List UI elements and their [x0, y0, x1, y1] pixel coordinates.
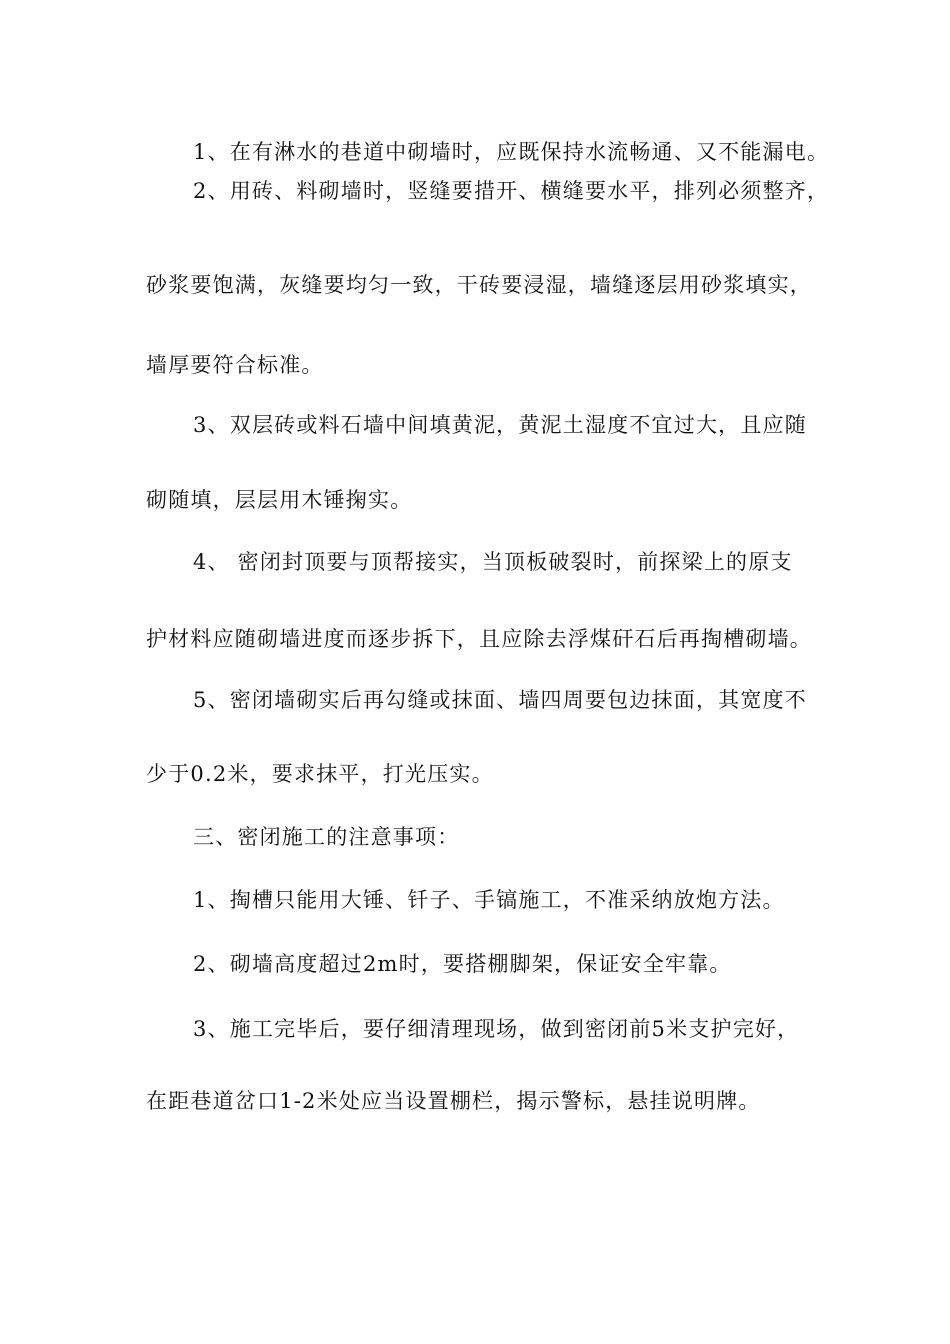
paragraph-line: 护材料应随砌墙进度而逐步拆下，且应除去浮煤矸石后再掏槽砌墙。 — [146, 627, 812, 651]
paragraph-line: 2、用砖、料砌墙时，竖缝要措开、横缝要水平，排列必须整齐， — [193, 179, 830, 203]
paragraph-line: 2、砌墙高度超过2m时，要搭棚脚架，保证安全牢靠。 — [193, 952, 732, 976]
paragraph-line: 砂浆要饱满，灰缝要均匀一致，干砖要浸湿，墙缝逐层用砂浆填实， — [146, 273, 812, 297]
paragraph-line: 少于0.2米，要求抹平，打光压实。 — [146, 762, 494, 786]
paragraph-line: 墙厚要符合标准。 — [146, 353, 324, 377]
paragraph-line: 在距巷道岔口1-2米处应当设置棚栏，揭示警标，悬挂说明牌。 — [146, 1089, 761, 1113]
paragraph-line: 4、 密闭封顶要与顶帮接实，当顶板破裂时，前探梁上的原支 — [193, 550, 793, 574]
section-heading: 三、密闭施工的注意事项： — [193, 825, 460, 849]
paragraph-line: 1、掏槽只能用大锤、钎子、手镐施工，不准采纳放炮方法。 — [193, 888, 785, 912]
paragraph-line: 砌随填，层层用木锤掬实。 — [146, 488, 413, 512]
paragraph-line: 3、施工完毕后，要仔细清理现场，做到密闭前5米支护完好， — [193, 1017, 800, 1041]
paragraph-line: 5、密闭墙砌实后再勾缝或抹面、墙四周要包边抹面，其宽度不 — [193, 688, 807, 712]
paragraph-line: 1、在有淋水的巷道中砌墙时，应既保持水流畅通、又不能漏电。 — [193, 140, 830, 164]
paragraph-line: 3、双层砖或料石墙中间填黄泥，黄泥土湿度不宜过大，且应随 — [193, 413, 807, 437]
